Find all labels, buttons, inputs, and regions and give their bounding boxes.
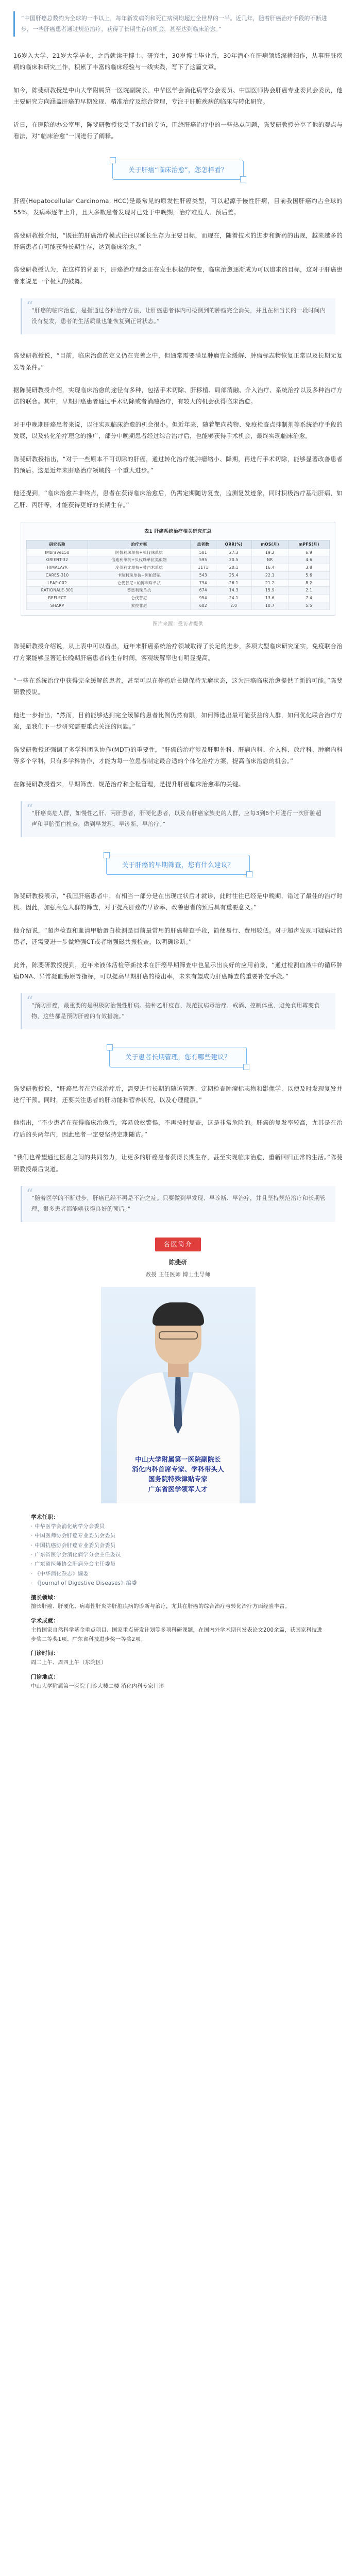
list-item: · 广东省医学会消化病学分会主任委员 (31, 1551, 325, 1560)
quote-mark-icon: “ (26, 801, 33, 817)
table-cell: 22.1 (251, 571, 289, 579)
profile-section-title: 学术任职： (31, 1514, 59, 1521)
doctor-photo (101, 1287, 256, 1503)
profile-list (31, 1522, 325, 1589)
paragraph: 陈斐研教授表示，“我国肝癌患者中，有相当一部分是在出现症状后才就诊，此时往往已经是中晚期，错过了最佳的治疗时机。因此，加强高危人群的筛查，对于提高肝癌的早诊率、改善患者的预后具有重要意义。” (13, 892, 343, 911)
table-cell: 13.6 (251, 595, 289, 602)
table-cell: 仑伐替尼 (88, 595, 191, 602)
quote-mark-icon: “ (26, 299, 33, 315)
paragraph: 陈斐研教授介绍说，从上表中可以看出，近年来肝癌系统治疗领域取得了长足的进步，多项大型临床研究证实，免疫联合治疗方案能够显著延长晚期肝癌患者的生存时间，客观缓解率也有明显提高。 (13, 642, 343, 662)
profile-text: 中山大学附属第一医院 门诊大楼二楼 消化内科专家门诊 (31, 1683, 164, 1689)
doctor-name: 陈斐研 (168, 1259, 188, 1266)
table-cell: RATIONALE-301 (27, 587, 88, 595)
figure-title: 表1 肝癌系统治疗相关研究汇总 (144, 529, 212, 535)
question-heading-2 (0, 855, 356, 875)
paragraph: 陈斐研教授说，“肝癌患者在完成治疗后，需要进行长期的随访管理，定期检查肿瘤标志物和影像学，以便及时发现复发并进行干预。同时，还要关注患者的肝功能和营养状况，以及心理健康。” (13, 1084, 343, 1104)
quote-mark-icon: “ (26, 1187, 33, 1202)
profile-section-title: 门诊地点： (31, 1673, 59, 1680)
paragraph: 他还提到，“临床治愈并非终点，患者在获得临床治愈后，仍需定期随访复查，监测复发迹象，同时积极治疗基础肝病，如乙肝、丙肝等，才能获得更好的长期生存。” (13, 489, 343, 509)
profile-text: 周二上午、周四上午（东院区） (31, 1660, 107, 1666)
column-header: 研究名称 (27, 540, 88, 549)
table-row (27, 602, 330, 609)
table-cell: 543 (190, 571, 216, 579)
doctor-intro-banner (96, 1238, 261, 1251)
table-cell: NR (251, 556, 289, 564)
paragraph: “一些在系统治疗中获得完全缓解的患者，甚至可以在停药后长期保持无瘤状态，这为肝癌临床治愈提供了新的可能。”陈斐研教授说。 (13, 676, 343, 696)
table-cell: 6.9 (289, 549, 330, 556)
pull-quote-text: “预防肝癌，最重要的是积极防治慢性肝病。接种乙肝疫苗、规范抗病毒治疗、戒酒、控制体重、避免食用霉变食物，这些都是预防肝癌的有效措施。” (31, 1002, 320, 1020)
table-cell: 501 (190, 549, 216, 556)
figure-caption: 图片来源：受访者提供 (152, 621, 204, 627)
paragraph: 陈斐研教授说，“目前，临床治愈的定义仍在完善之中，但通常需要满足肿瘤完全缓解、肿瘤标志物恢复正常以及长期无复发等条件。” (13, 352, 343, 371)
table-cell: CARES-310 (27, 571, 88, 579)
table-row (27, 571, 330, 579)
pull-quote-4 (21, 1186, 335, 1222)
profile-section-title: 学术成就： (31, 1617, 59, 1624)
question-box: 关于肝癌“临床治愈”，您怎样看？ (112, 160, 244, 180)
column-header: ORR(%) (216, 540, 251, 549)
paragraph: 16岁入大学、21岁大学毕业，之后就读于博士、研究生，30岁博士毕业后，30年潜心在肝病领域深耕细作，从事肝脏疾病的临床和研究工作，积累了丰富的临床经验与一线实践，写下了这篇文章。 (13, 52, 343, 71)
section-d (0, 640, 356, 790)
paragraph: 近日，在医院的办公室里，陈斐研教授接受了我们的专访，围绕肝癌治疗中的一些热点问题，陈斐研教授分享了他的观点与看法，对“临床治愈”一词进行了阐释。 (13, 121, 343, 140)
table-cell: 25.4 (216, 571, 251, 579)
table-cell: 8.2 (289, 579, 330, 587)
section-b (0, 195, 356, 287)
section-e (0, 890, 356, 982)
paragraph: 陈斐研教授还强调了多学科团队协作(MDT)的重要性，“肝癌的治疗涉及肝胆外科、肝病内科、介入科、放疗科、肿瘤内科等多个学科，只有多学科协作，才能为每一位患者制定最合适的个体化治疗方案，提高临床治愈的机会。” (13, 745, 343, 765)
question-heading-3 (0, 1047, 356, 1067)
column-header: 患者数 (190, 540, 216, 549)
section-f (0, 1083, 356, 1175)
table-cell: HIMALAYA (27, 564, 88, 572)
paragraph: 陈斐研教授认为，在这样的背景下，肝癌治疗理念正在发生积极的转变，临床治愈逐渐成为可以追求的目标，这对于肝癌患者来说是一个极大的鼓舞。 (13, 266, 343, 285)
paragraph: 此外，陈斐研教授提到，近年来液体活检等新技术在肝癌早期筛查中也显示出良好的应用前景，“通过检测血液中的循环肿瘤DNA、异常凝血酶原等指标，可以提高早期肝癌的检出率，未来有望成为肝癌筛查的重要补充手段。” (13, 961, 343, 980)
table-cell: 27.3 (216, 549, 251, 556)
photo-line: 广东省医学领军人才 (148, 1485, 208, 1493)
table-cell: 卡瑞利珠单抗+阿帕替尼 (88, 571, 191, 579)
intro-quote: “中国肝癌总数约为全球的一半以上，每年新发病例和死亡病例均超过全世界的一半。近几年，随着肝癌治疗手段的不断进步，一些肝癌患者通过规范治疗，获得了长期生存的机会，甚至达到临床治愈。” (13, 11, 343, 37)
study-table (26, 540, 330, 610)
photo-line: 消化内科首席专家、学科带头人 (131, 1465, 225, 1473)
table-cell: 7.4 (289, 595, 330, 602)
paragraph: 他指出，“不少患者在获得临床治愈后，容易放松警惕，不再按时复查，这是非常危险的。肝癌的复发率较高，尤其是在治疗后的头两年内，因此患者一定要坚持定期随访。” (13, 1119, 343, 1138)
list-item: · 中华医学会消化病学分会委员 (31, 1522, 325, 1532)
table-cell: 阿替利珠单抗+贝伐珠单抗 (88, 549, 191, 556)
quote-mark-icon: “ (26, 994, 33, 1010)
paragraph: 据陈斐研教授介绍，实现临床治愈的途径有多种，包括手术切除、肝移植、局部消融、介入治疗、系统治疗以及多种治疗方法的联合。其中，早期肝癌患者通过手术切除或者消融治疗，有较大的机会获得临床治愈。 (13, 386, 343, 405)
table-row (27, 564, 330, 572)
list-item: · 中国抗癌协会肝癌专业委员会委员 (31, 1541, 325, 1551)
table-cell: 2.0 (216, 602, 251, 609)
table-cell: 14.3 (216, 587, 251, 595)
paragraph: 陈斐研教授介绍，“既往的肝癌治疗模式往往以延长生存为主要目标，而现在，随着技术的进步和新药的出现，越来越多的肝癌患者有可能获得长期生存，达到临床治愈。” (13, 231, 343, 251)
table-cell: 度伐利尤单抗+替西木单抗 (88, 564, 191, 572)
column-header: 治疗方案 (88, 540, 191, 549)
section-a (0, 50, 356, 142)
question-box: 关于肝癌的早期筛查，您有什么建议？ (106, 855, 250, 875)
table-row (27, 556, 330, 564)
pull-quote-1 (21, 298, 335, 334)
table-cell: 20.1 (216, 564, 251, 572)
table-cell: 2.1 (289, 587, 330, 595)
table-cell: 595 (190, 556, 216, 564)
table-cell: 替雷利珠单抗 (88, 587, 191, 595)
table-cell: 16.4 (251, 564, 289, 572)
photo-caption (101, 1454, 256, 1495)
photo-line: 中山大学附属第一医院副院长 (135, 1455, 221, 1463)
table-cell: 4.6 (289, 556, 330, 564)
doctor-role: 教授 主任医师 博士生导师 (145, 1271, 211, 1278)
table-body (27, 549, 330, 609)
table-cell: 26.1 (216, 579, 251, 587)
doctor-profile (31, 1513, 325, 1691)
paragraph: 肝癌(Hepatocellular Carcinoma, HCC)是最常见的原发性肝癌类型，可以起源于慢性肝病，目前我国肝癌约占全球的55%，发病率逐年上升，且大多数患者发现时已处于中晚期，治疗难度大、预后差。 (13, 197, 343, 216)
profile-section-title: 擅长领域： (31, 1594, 59, 1601)
table-header-row (27, 540, 330, 549)
table-cell: 674 (190, 587, 216, 595)
table-cell: 3.8 (289, 564, 330, 572)
table-cell: SHARP (27, 602, 88, 609)
table-row (27, 579, 330, 587)
table-cell: 602 (190, 602, 216, 609)
table-row (27, 595, 330, 602)
list-item: · 广东省医师协会肝病分会主任委员 (31, 1560, 325, 1569)
table-cell: 5.5 (289, 602, 330, 609)
table-cell: 仑伐替尼+帕博利珠单抗 (88, 579, 191, 587)
pull-quote-text: “随着医学的不断进步，肝癌已经不再是不治之症。只要做到早发现、早诊断、早治疗，并且坚持规范治疗和长期管理，很多患者都能够获得良好的预后。” (31, 1195, 326, 1212)
pull-quote-text: “肝癌高危人群，如慢性乙肝、丙肝患者，肝硬化患者，以及有肝癌家族史的人群，应每3到6个月进行一次肝脏超声和甲胎蛋白检查，做到早发现、早诊断、早治疗。” (31, 809, 321, 827)
table-cell: 信迪利单抗+贝伐珠单抗类似物 (88, 556, 191, 564)
list-item: · 中国医师协会肝癌专业委员会委员 (31, 1532, 325, 1541)
table-cell: IMbrave150 (27, 549, 88, 556)
table-cell: LEAP-002 (27, 579, 88, 587)
table-cell: 5.6 (289, 571, 330, 579)
list-item: · 《中华消化杂志》编委 (31, 1570, 325, 1579)
section-c (0, 350, 356, 511)
table-cell: 19.2 (251, 549, 289, 556)
photo-hair (152, 1302, 204, 1326)
paragraph: 在陈斐研教授看来，早期筛查、规范治疗和全程管理，是提升肝癌临床治愈率的关键。 (13, 780, 245, 788)
table-cell: 21.2 (251, 579, 289, 587)
pull-quote-2 (21, 801, 335, 837)
profile-text: 擅长肝癌、肝硬化、病毒性肝炎等肝脏疾病的诊断与治疗，尤其在肝癌的综合治疗与转化治疗方面经验丰富。 (31, 1604, 291, 1610)
table-cell: 10.7 (251, 602, 289, 609)
table-cell: ORIENT-32 (27, 556, 88, 564)
paragraph: 如今，陈斐研教授是中山大学附属第一医院副院长、中华医学会消化病学分会委员、中国医师协会肝癌专业委员会委员，他主要研究方向涵盖肝癌的早期发现、精准治疗及综合管理，专注于肝脏疾病的临床与转化研究。 (13, 86, 343, 106)
table-row (27, 587, 330, 595)
table-cell: 1171 (190, 564, 216, 572)
table-row (27, 549, 330, 556)
question-heading-1 (0, 160, 356, 180)
paragraph: 陈斐研教授指出，“对于一些原本不可切除的肝癌，通过转化治疗使肿瘤缩小、降期，再进行手术切除，能够显著改善患者的预后。这是近年来肝癌治疗领域的一个重大进步。” (13, 455, 343, 474)
paragraph: “我们也希望通过医患之间的共同努力，让更多的肝癌患者获得长期生存，甚至实现临床治愈，重新回归正常的生活。”陈斐研教授最后说道。 (13, 1154, 343, 1173)
table-cell: 24.1 (216, 595, 251, 602)
column-header: mOS(月) (251, 540, 289, 549)
profile-section-title: 门诊时间： (31, 1650, 59, 1657)
list-item: · 《Journal of Digestive Diseases》编委 (31, 1579, 325, 1588)
table-cell: 索拉非尼 (88, 602, 191, 609)
profile-text: 主持国家自然科学基金重点项目、国家重点研发计划等多项科研课题，在国内外学术期刊发表论文200余篇，获国家科技进步奖二等奖1项、广东省科技进步奖一等奖2项。 (31, 1627, 323, 1643)
column-header: mPFS(月) (289, 540, 330, 549)
table-cell: 15.9 (251, 587, 289, 595)
banner-tag: 名医简介 (155, 1238, 200, 1251)
paragraph: 对于中晚期肝癌患者来说，以往实现临床治愈的机会很小。但近年来，随着靶向药物、免疫检查点抑制剂等系统治疗手段的发展，以及转化治疗理念的推广，部分中晚期患者经过综合治疗后，也能够获得手术机会，最终实现临床治愈。 (13, 420, 343, 440)
table-cell: 20.5 (216, 556, 251, 564)
question-box: 关于患者长期管理，您有哪些建议？ (109, 1047, 247, 1067)
paragraph: 他介绍说，“超声检查和血清甲胎蛋白检测是目前最常用的肝癌筛查手段，简便易行、费用较低。对于超声发现可疑病灶的患者，还需要进一步做增强CT或者增强磁共振检查，以明确诊断。” (13, 926, 343, 946)
photo-glasses (159, 1331, 198, 1340)
pull-quote-text: “肝癌的临床治愈，是指通过各种治疗方法，让肝癌患者体内可检测到的肿瘤完全消失，并且在相当长的一段时间内没有复发，患者的生活质量也能恢复到正常状态。” (31, 307, 326, 325)
table-cell: REFLECT (27, 595, 88, 602)
pull-quote-3 (21, 993, 335, 1029)
paragraph: 他进一步指出，“然而，目前能够达到完全缓解的患者比例仍然有限，如何筛选出最可能获益的人群，如何优化联合治疗方案，是我们下一步研究需要重点关注的问题。” (13, 711, 343, 731)
study-figure (21, 522, 335, 615)
table-cell: 954 (190, 595, 216, 602)
table-cell: 794 (190, 579, 216, 587)
photo-line: 国务院特殊津贴专家 (148, 1475, 208, 1483)
